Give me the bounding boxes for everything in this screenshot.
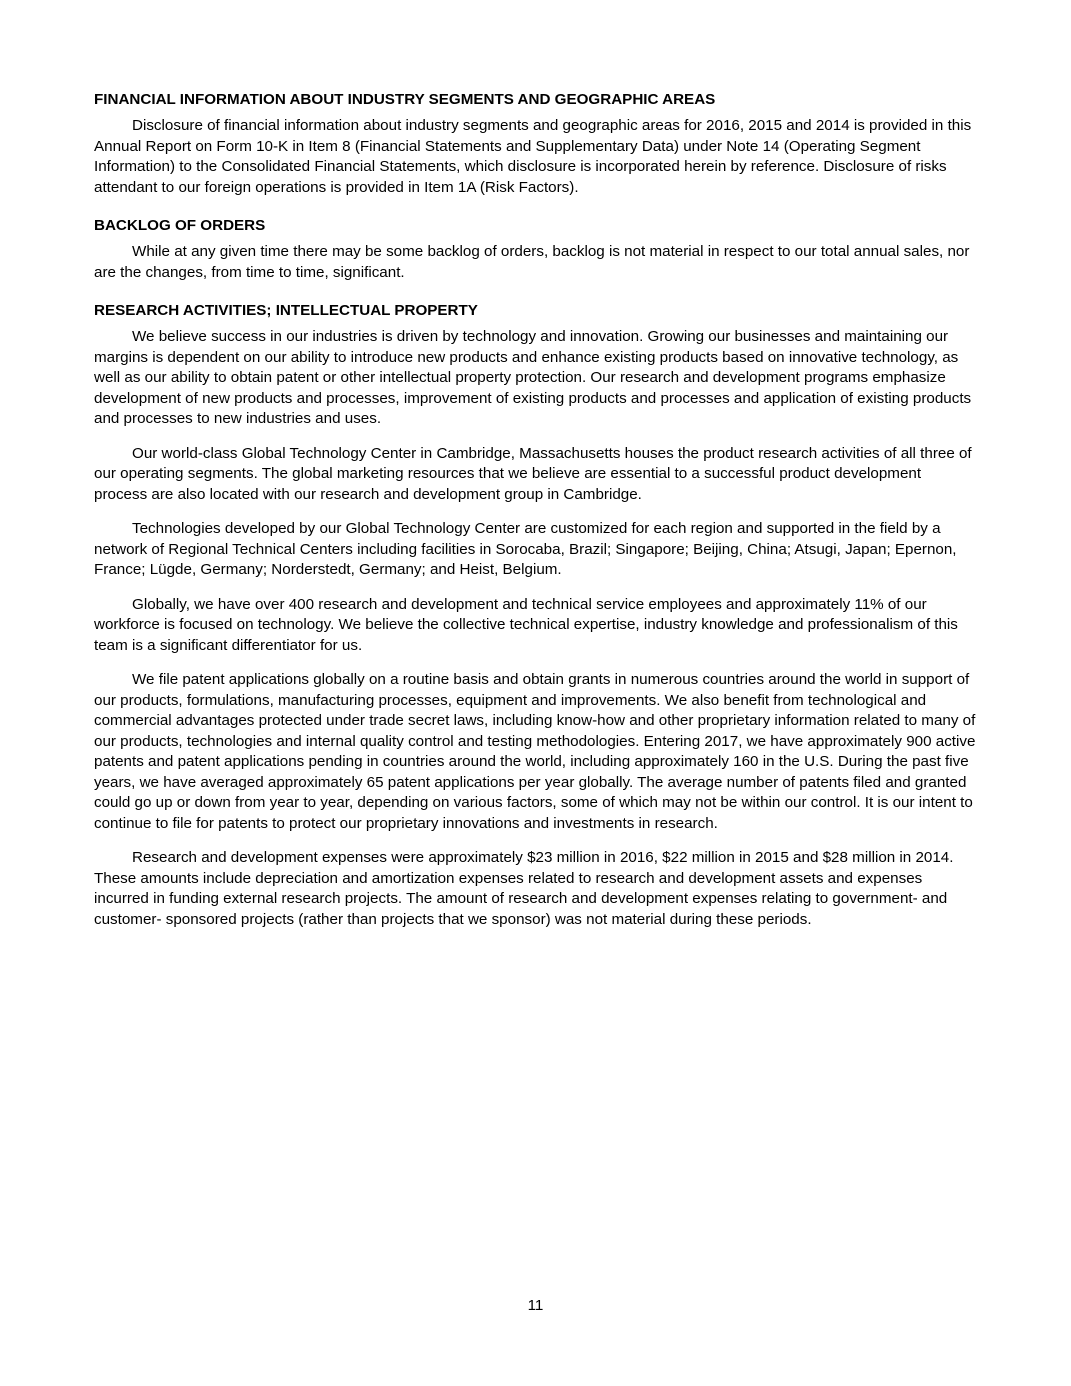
paragraph: Disclosure of financial information about industry segments and geographic areas for 2016, 2015 and 2014 is provided in this Annual Report on Form 10-K in Item 8 (Financial Statements and Supplementary Data) under Note 14 (Operating Segment Information) to the Consolidated Financial Statements, which disclosure is incorporated herein by reference. Disclosure of risks attendant to our foreign operations is provided in Item 1A (Risk Factors). [94,117,972,196]
paragraph: Technologies developed by our Global Technology Center are customized for each region and supported in the field by a network of Regional Technical Centers including facilities in Sorocaba, Brazil; Singapore; Beijing, China; Atsugi, Japan; Epernon, France; Lügde, Germany; Norderstedt, Germany; and Heist, Belgium. [94,520,957,578]
paragraph: Research and development expenses were approximately $23 million in 2016, $22 million in 2015 and $28 million in 2014. These amounts include depreciation and amortization expenses related to research and development assets and expenses incurred in funding external research projects. The amount of research and development expenses relating to government- and customer- sponsored projects (rather than projects that we sponsor) was not material during these periods. [94,849,954,928]
section-research-activities [94,301,976,930]
paragraph: Globally, we have over 400 research and development and technical service employees and approximately 11% of our workforce is focused on technology. We believe the collective technical expertise, industry knowledge and professionalism of this team is a significant differentiator for us. [94,595,958,654]
paragraph: We file patent applications globally on a routine basis and obtain grants in numerous countries around the world in support of our products, formulations, manufacturing processes, equipment and improvements. We also benefit from technological and commercial advantages protected under trade secret laws, including know-how and other proprietary information related to many of our products, technologies and internal quality control and testing methodologies. Entering 2017, we have approximately 900 active patents and patent applications pending in countries around the world, including approximately 160 in the U.S. During the past five years, we have averaged approximately 65 patent applications per year globally. The average number of patents filed and granted could go up or down from year to year, depending on various factors, some of which may not be within our control. It is our intent to continue to file for patents to protect our proprietary innovations and investments in research. [94,671,976,832]
section-heading: BACKLOG OF ORDERS [94,217,266,234]
paragraph: Our world-class Global Technology Center in Cambridge, Massachusetts houses the product research activities of all three of our operating segments. The global marketing resources that we believe are essential to a successful product development process are also located with our research and development group in Cambridge. [94,444,972,503]
paragraph: We believe success in our industries is driven by technology and innovation. Growing our businesses and maintaining our margins is dependent on our ability to introduce new products and enhance existing products based on innovative technology, as well as our ability to obtain patent or other intellectual property protection. Our research and development programs emphasize development of new products and processes, improvement of existing products and processes and application of existing products and processes to new industries and uses. [94,328,972,427]
section-financial-information [94,90,976,198]
section-backlog-of-orders [94,216,976,283]
section-heading: FINANCIAL INFORMATION ABOUT INDUSTRY SEGMENTS AND GEOGRAPHIC AREAS [94,91,716,108]
section-heading: RESEARCH ACTIVITIES; INTELLECTUAL PROPERTY [94,302,478,319]
paragraph: While at any given time there may be some backlog of orders, backlog is not material in respect to our total annual sales, nor are the changes, from time to time, significant. [94,243,970,281]
document-body [94,90,976,944]
page-number: 11 [527,1297,544,1314]
